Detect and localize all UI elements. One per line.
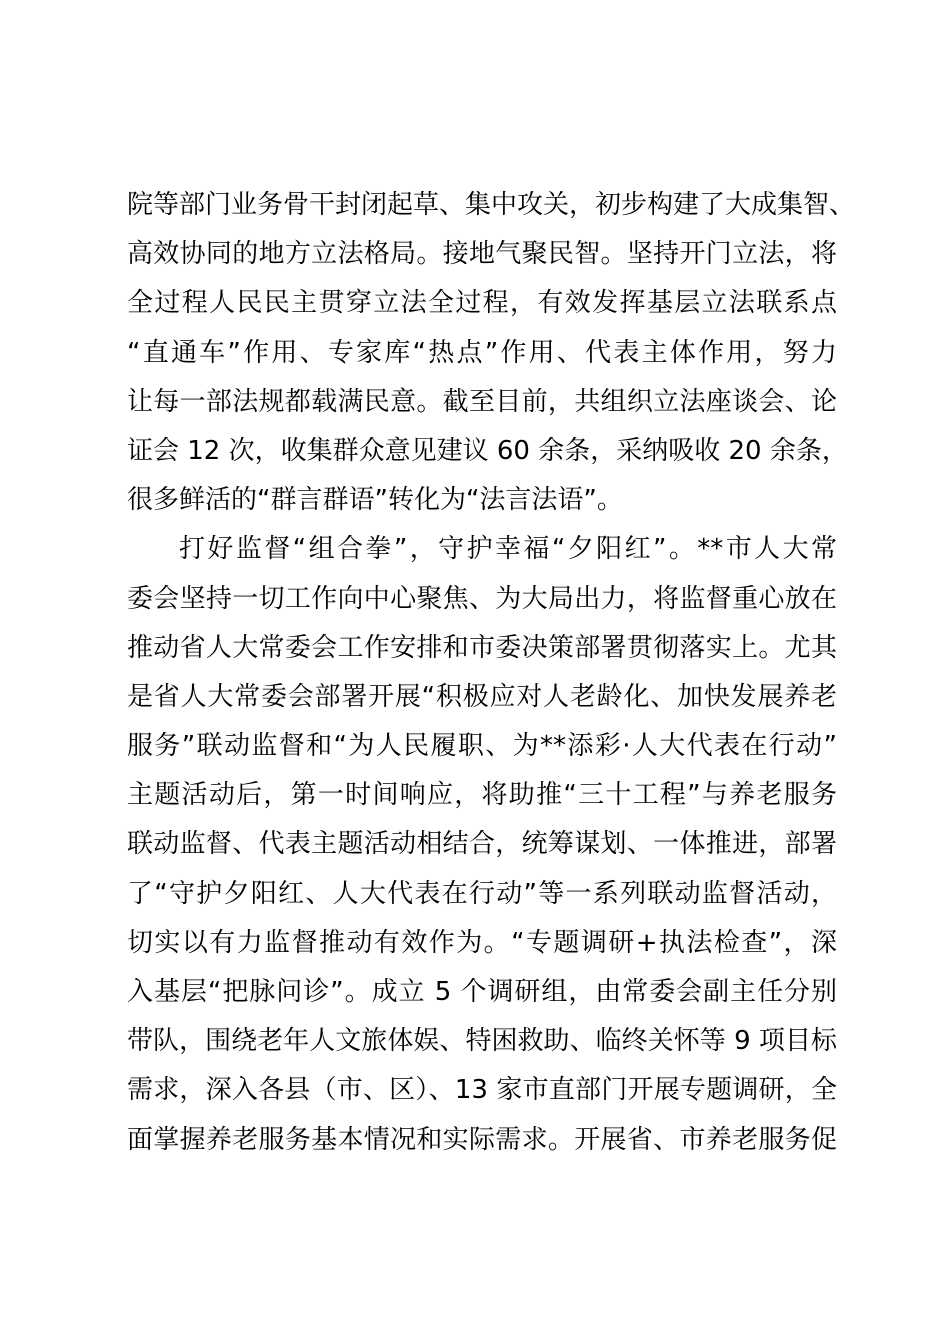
text-line: “直通车”作用、专家库“热点”作用、代表主体作用，努力 [127, 337, 837, 368]
text-line: 是省人大常委会部署开展“积极应对人老龄化、加快发展养老 [127, 681, 837, 712]
paragraph-last-line: 很多鲜活的“群言群语”转化为“法言法语”。 [127, 485, 623, 516]
text-line: 全过程人民民主贯穿立法全过程，有效发挥基层立法联系点 [127, 288, 837, 319]
text-line: 切实以有力监督推动有效作为。“专题调研+执法检查”，深 [127, 927, 837, 958]
text-line: 需求，深入各县（市、区）、13 家市直部门开展专题调研，全 [127, 1075, 837, 1106]
text-line: 让每一部法规都载满民意。截至目前，共组织立法座谈会、论 [127, 386, 837, 417]
text-line: 入基层“把脉问诊”。成立 5 个调研组，由常委会副主任分别 [127, 977, 837, 1007]
text-line: 推动省人大常委会工作安排和市委决策部署贯彻落实上。尤其 [127, 632, 837, 663]
text-line: 服务”联动监督和“为人民履职、为**添彩·人大代表在行动” [127, 731, 837, 762]
text-line: 委会坚持一切工作向中心聚焦、为大局出力，将监督重心放在 [127, 583, 837, 614]
body-text [127, 181, 856, 1165]
text-line: 院等部门业务骨干封闭起草、集中攻关，初步构建了大成集智、 [127, 190, 856, 220]
text-line: 高效协同的地方立法格局。接地气聚民智。坚持开门立法，将 [127, 239, 837, 270]
paragraph-first-line: 打好监督“组合拳”，守护幸福“夕阳红”。**市人大常 [179, 534, 837, 565]
text-line: 证会 12 次，收集群众意见建议 60 余条，采纳吸收 20 余条， [127, 435, 848, 466]
text-line: 带队，围绕老年人文旅体娱、特困救助、临终关怀等 9 项目标 [127, 1026, 837, 1057]
text-line: 主题活动后，第一时间响应，将助推“三十工程”与养老服务 [127, 780, 837, 811]
text-line: 了“守护夕阳红、人大代表在行动”等一系列联动监督活动， [127, 878, 837, 909]
text-line: 面掌握养老服务基本情况和实际需求。开展省、市养老服务促 [127, 1124, 837, 1155]
text-line: 联动监督、代表主题活动相结合，统筹谋划、一体推进，部署 [127, 829, 837, 860]
